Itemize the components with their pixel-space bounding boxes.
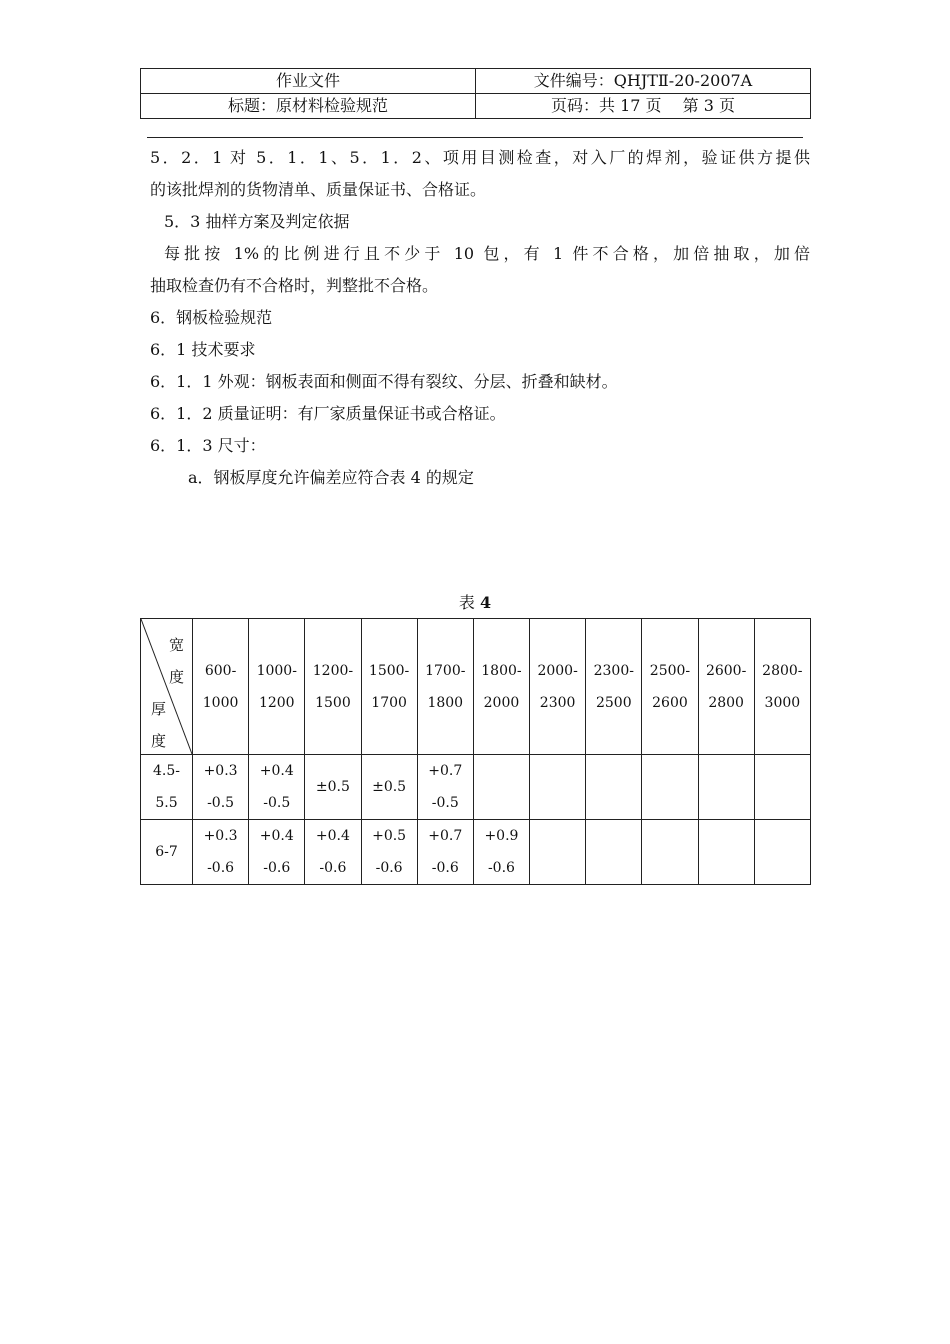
- paragraph-line: 6．1．1 外观：钢板表面和侧面不得有裂纹、分层、折叠和缺材。: [150, 372, 618, 391]
- corner-label-w2: 度: [168, 668, 184, 686]
- tolerance-cell: [193, 755, 249, 820]
- table-header-row: [141, 619, 811, 755]
- cell-value: -0.6: [487, 860, 515, 876]
- cell-value: 1000: [202, 694, 239, 711]
- tolerance-cell: [305, 755, 361, 820]
- cell-value: -0.5: [207, 795, 235, 811]
- cell-value: -0.6: [319, 860, 347, 876]
- tolerance-cell: [249, 755, 305, 820]
- width-column-header: [361, 619, 417, 755]
- table-row: [141, 755, 811, 820]
- body-text: [150, 142, 810, 494]
- tolerance-cell: [305, 820, 361, 885]
- tolerance-cell: [473, 820, 529, 885]
- cell-value: 3000: [764, 694, 801, 711]
- caption-number: 4: [479, 593, 492, 612]
- document-header-table: [140, 68, 811, 119]
- cell-value: +0.4: [259, 763, 294, 779]
- cell-value: 1200: [258, 694, 295, 711]
- paragraph-line: 6．1 技术要求: [150, 340, 256, 359]
- cell-value: -0.5: [263, 795, 291, 811]
- tolerance-cell: [642, 820, 698, 885]
- tolerance-cell: [586, 755, 642, 820]
- table-caption: [0, 590, 950, 616]
- cell-value: +0.9: [484, 828, 519, 844]
- cell-value: 2000: [483, 694, 520, 711]
- cell-value: 600-: [204, 662, 237, 679]
- paragraph-line: 的该批焊剂的货物清单、质量保证书、合格证。: [150, 180, 487, 199]
- tolerance-cell: [361, 820, 417, 885]
- cell-value: 4.5-: [153, 763, 180, 779]
- page-info: 页码：共 17 页 第 3 页: [476, 94, 811, 119]
- width-column-header: [754, 619, 810, 755]
- tolerance-cell: [417, 820, 473, 885]
- tolerance-cell: [642, 755, 698, 820]
- cell-value: 2800-: [762, 662, 803, 679]
- paragraph-line: 6．1．2 质量证明：有厂家质量保证书或合格证。: [150, 404, 506, 423]
- cell-value: 2500: [595, 694, 632, 711]
- tolerance-cell: [698, 755, 754, 820]
- cell-value: -0.6: [263, 860, 291, 876]
- paragraph-line: 5．3 抽样方案及判定依据: [164, 212, 350, 231]
- cell-value: 2600-: [705, 662, 747, 679]
- diagonal-line: [141, 619, 192, 754]
- paragraph-line: 6．钢板检验规范: [150, 308, 273, 327]
- width-column-header: [473, 619, 529, 755]
- thickness-tolerance-table: [140, 618, 811, 885]
- cell-value: ±0.5: [372, 779, 407, 795]
- paragraph-line: 抽取检查仍有不合格时，判整批不合格。: [150, 276, 439, 295]
- cell-value: +0.4: [315, 828, 350, 844]
- paragraph-line: 每批按 1%的比例进行且不少于 10 包，有 1 件不合格，加倍抽取，加倍: [164, 244, 810, 263]
- tolerance-cell: [754, 820, 810, 885]
- paragraph-line: 5．2．1 对 5．1．1、5．1．2、项用目测检查，对入厂的焊剂，验证供方提供: [150, 148, 810, 167]
- cell-value: -0.5: [431, 795, 459, 811]
- table-row: [141, 820, 811, 885]
- thickness-cell: [141, 820, 193, 885]
- tolerance-cell: [586, 820, 642, 885]
- paragraph-line: 6．1．3 尺寸：: [150, 436, 266, 455]
- width-column-header: [249, 619, 305, 755]
- thickness-cell: [141, 755, 193, 820]
- cell-value: +0.3: [203, 763, 238, 779]
- width-column-header: [642, 619, 698, 755]
- cell-value: 1800: [427, 694, 464, 711]
- paragraph-line: a．钢板厚度允许偏差应符合表 4 的规定: [188, 468, 474, 487]
- tolerance-cell: [754, 755, 810, 820]
- doc-type: 作业文件: [141, 69, 476, 94]
- width-column-header: [698, 619, 754, 755]
- cell-value: +0.5: [372, 828, 407, 844]
- cell-value: 2500-: [649, 662, 691, 679]
- cell-value: 1000-: [256, 662, 297, 679]
- corner-label-h1: 厚: [151, 700, 167, 718]
- width-column-header: [193, 619, 249, 755]
- corner-label-h2: 度: [151, 732, 167, 750]
- tolerance-cell: [530, 820, 586, 885]
- cell-value: 1800-: [481, 662, 522, 679]
- tolerance-cell: [530, 755, 586, 820]
- cell-value: 1700: [371, 694, 407, 711]
- tolerance-cell: [473, 755, 529, 820]
- cell-value: -0.6: [431, 860, 459, 876]
- cell-value: 1200-: [312, 662, 354, 679]
- cell-value: -0.6: [375, 860, 403, 876]
- cell-value: 1700-: [425, 662, 466, 679]
- tolerance-cell: [417, 755, 473, 820]
- width-column-header: [417, 619, 473, 755]
- cell-value: 2600: [652, 694, 688, 711]
- caption-prefix: 表: [458, 593, 480, 612]
- cell-value: 5.5: [155, 795, 178, 811]
- header-divider: [147, 137, 803, 138]
- tolerance-cell: [249, 820, 305, 885]
- cell-value: +0.3: [203, 828, 238, 844]
- cell-value: 2300: [539, 694, 576, 711]
- doc-title: 标题：原材料检验规范: [141, 94, 476, 119]
- width-column-header: [305, 619, 361, 755]
- corner-cell: [141, 619, 193, 755]
- tolerance-cell: [361, 755, 417, 820]
- cell-value: +0.4: [259, 828, 294, 844]
- cell-value: +0.7: [428, 828, 463, 844]
- cell-value: 6-7: [155, 844, 178, 860]
- cell-value: 1500-: [368, 662, 410, 679]
- cell-value: +0.7: [428, 763, 463, 779]
- cell-value: -0.6: [207, 860, 235, 876]
- width-column-header: [586, 619, 642, 755]
- cell-value: ±0.5: [315, 779, 350, 795]
- cell-value: 2000-: [537, 662, 578, 679]
- tolerance-cell: [698, 820, 754, 885]
- width-column-header: [530, 619, 586, 755]
- cell-value: 1500: [315, 694, 351, 711]
- cell-value: 2300-: [593, 662, 634, 679]
- corner-label-w1: 宽: [168, 636, 184, 654]
- cell-value: 2800: [708, 694, 744, 711]
- tolerance-cell: [193, 820, 249, 885]
- doc-number: 文件编号：QHJTⅡ-20-2007A: [476, 69, 811, 94]
